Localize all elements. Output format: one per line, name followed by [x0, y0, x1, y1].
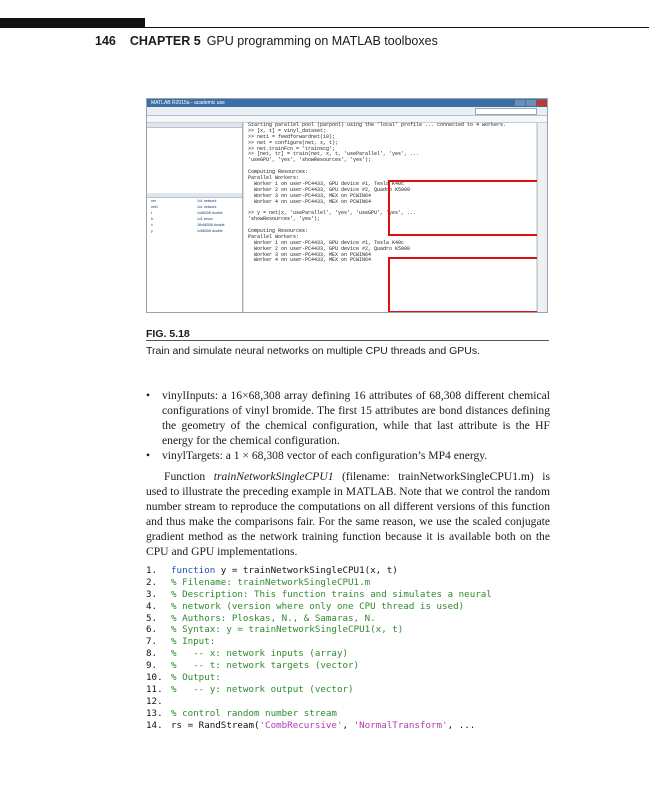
command-line: Worker 1 on user-PC4433, GPU device #1, Tesla K40c: [248, 180, 405, 187]
command-line: Worker 3 on user-PC4433, MEX on PCWIN64: [248, 192, 372, 199]
bullet-item: • vinylInputs: a 16×68,308 array defining 16 attributes of 68,308 different chemical configurations of vinyl bromide. The first 15 attributes are bond distances defining the geometry of the chemical configuration, while that last attribute is the HF energy for the chemical configuration.: [146, 389, 550, 447]
function-name: trainNetworkSingleCPU1: [213, 470, 334, 483]
line-number: 9.: [146, 660, 158, 672]
bullet-text: vinylInputs: a 16×68,308 array defining 16 attributes of 68,308 different chemical configurations of vinyl bromide. The first 15 attributes are bond distances defining the geometry of the chemical configuration, while that last attribute is the HF energy for the chemical configuration.: [162, 389, 550, 447]
command-line: Worker 4 on user-PC4433, MEX on PCWIN64: [248, 257, 372, 264]
window-titlebar: [147, 99, 547, 107]
code-line: 1. function y = trainNetworkSingleCPU1(x, t): [146, 565, 398, 576]
caption-rule: [146, 340, 549, 341]
close-icon: [537, 100, 547, 106]
code-line: 5. % Authors: Ploskas, N., & Samaras, N.: [146, 612, 376, 624]
command-line: Worker 1 on user-PC4433, GPU device #1, Tesla K40c: [248, 239, 405, 246]
minimize-icon: [515, 100, 525, 106]
line-number: 11.: [146, 683, 163, 695]
bullet-item: • vinylTargets: a 1 × 68,308 vector of each configuration’s MP4 energy.: [146, 449, 488, 462]
line-number: 6.: [146, 624, 158, 636]
running-header: [95, 34, 438, 48]
command-line: >> y = net(x, 'useParallel', 'yes', 'useGPU', 'yes', ...: [248, 210, 417, 217]
command-line: Worker 2 on user-PC4433, GPU device #2, Quadro K5000: [248, 186, 411, 193]
command-line: >> net.trainFcn = 'trainscg';: [248, 145, 336, 152]
line-number: 8.: [146, 648, 158, 660]
body-paragraph: Function trainNetworkSingleCPU1 (filename: trainNetworkSingleCPU1.m) is used to illustrate the preceding example in MATLAB. Note that we control the random number stream to reproduce the computations on all different versions of this function and thus make the comparisons fair. For the same reason, we use the scaled conjugate gradient method as the network training function because it is available both on the CPU and GPU implementations.: [146, 470, 550, 558]
command-line: Parallel Workers:: [248, 233, 300, 240]
code-line: 4. % network (version where only one CPU thread is used): [146, 600, 465, 612]
command-line: >> net1 = feedforwardnet(10);: [248, 133, 336, 140]
line-number: 7.: [146, 636, 158, 648]
workspace-row: net 1x1 network: [151, 199, 217, 203]
line-number: 4.: [146, 600, 158, 612]
code-listing: [146, 565, 546, 731]
line-number: 1.: [146, 565, 158, 576]
maximize-icon: [526, 100, 536, 106]
workspace-row: t 1x68308 double: [151, 211, 223, 215]
command-line: Computing Resources:: [248, 228, 309, 235]
highlight-box-simulate: [388, 257, 547, 313]
code-line: 11. % -- y: network output (vector): [146, 683, 354, 695]
figure-caption: Train and simulate neural networks on multiple CPU threads and GPUs.: [146, 345, 481, 357]
command-line: Worker 2 on user-PC4433, GPU device #2, Quadro K5000: [248, 245, 411, 252]
command-line: Starting parallel pool (parpool) using the 'local' profile ... connected to 4 workers.: [248, 122, 507, 128]
workspace-row: tr 1x1 struct: [151, 217, 213, 221]
current-folder-header: [147, 123, 242, 128]
code-line: 3. % Description: This function trains and simulates a neural: [146, 588, 492, 600]
line-number: 14.: [146, 719, 163, 731]
code-line: [146, 696, 546, 708]
window-title: MATLAB R2015a - academic use: [151, 100, 225, 106]
header-rule: [145, 27, 649, 28]
command-line: >> net = configure(net, x, t);: [248, 139, 339, 146]
code-line: 2. % Filename: trainNetworkSingleCPU1.m: [146, 576, 371, 588]
code-line: 14. rs = RandStream('CombRecursive', 'NormalTransform', ...: [146, 719, 476, 731]
figure-label: FIG. 5.18: [146, 328, 190, 340]
code-line: 6. % Syntax: y = trainNetworkSingleCPU1(x, t): [146, 624, 404, 636]
command-line: Worker 4 on user-PC4433, MEX on PCWIN64: [248, 198, 372, 205]
workspace-row: net1 1x1 network: [151, 205, 217, 209]
page-number: 146: [95, 34, 116, 48]
command-line: 'showResources', 'yes');: [248, 216, 321, 223]
command-line: Worker 3 on user-PC4433, MEX on PCWIN64: [248, 251, 372, 258]
code-line: 9. % -- t: network targets (vector): [146, 660, 360, 672]
command-line: >> [net, tr] = train(net, x, t, 'useParallel', 'yes', ...: [248, 151, 420, 158]
line-number: 10.: [146, 672, 163, 684]
command-line: Computing Resources:: [248, 169, 309, 176]
chapter-title: GPU programming on MATLAB toolboxes: [206, 34, 438, 48]
code-line: 10. % Output:: [146, 672, 221, 684]
command-scrollbar: [537, 123, 547, 312]
search-documentation-field: [475, 108, 537, 115]
line-number: 12.: [146, 695, 163, 707]
bullet-list: [146, 388, 550, 463]
line-number: 5.: [146, 612, 158, 624]
command-line: Parallel Workers:: [248, 175, 300, 182]
code-line: 8. % -- x: network inputs (array): [146, 648, 349, 660]
matlab-screenshot: [146, 98, 548, 313]
chapter-label: CHAPTER 5: [129, 34, 201, 48]
current-folder-pane: [147, 123, 243, 312]
highlight-box-train: [388, 180, 547, 236]
command-line: 'useGPU', 'yes', 'showResources', 'yes');: [248, 157, 372, 164]
line-number: 2.: [146, 576, 158, 588]
bullet-text: vinylTargets: a 1 × 68,308 vector of each configuration’s MP4 energy.: [162, 449, 488, 462]
ribbon: [147, 107, 547, 116]
workspace-row: x 16x68308 double: [151, 223, 225, 227]
line-number: 13.: [146, 707, 163, 719]
code-line: 13. % control random number stream: [146, 707, 337, 719]
command-line: >> [x, t] = vinyl_dataset;: [248, 127, 327, 134]
line-number: 3.: [146, 588, 158, 600]
workspace-pane: [147, 193, 242, 234]
workspace-row: y 1x68308 double: [151, 229, 223, 233]
header-bar: [0, 18, 145, 28]
code-line: 7. % Input:: [146, 636, 216, 648]
